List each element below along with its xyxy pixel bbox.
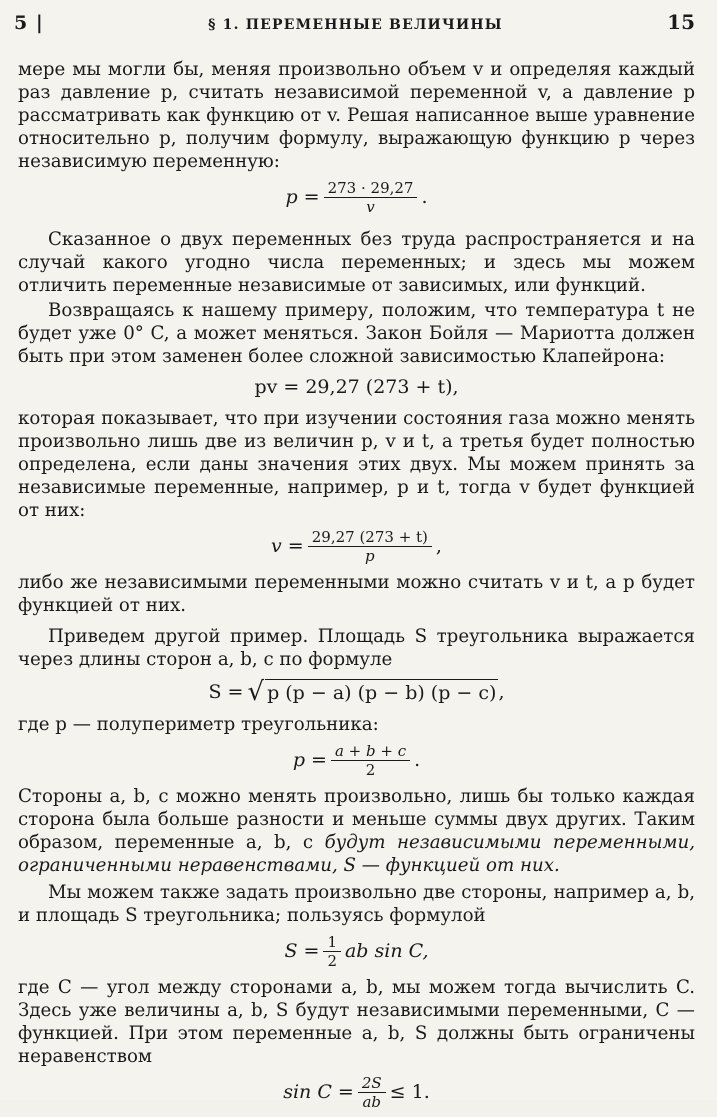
fraction: $\frac{1}{2}$ — [323, 933, 341, 970]
paragraph: Приведем другой пример. Площадь S треугольника выражается через длины сторон a, b, c по формуле — [18, 626, 695, 670]
formula-semiperimeter: p = $\frac{a + b + c}{2}$ . — [292, 742, 421, 779]
paragraph: где C — угол между сторонами a, b, мы можем тогда вычислить C. Здесь уже величины a, b, S будут независимыми переменными, C — функцией. При этом переменные a, b, S должны быть ограничены неравенством — [18, 977, 695, 1067]
square-root: √ p (p − a) (p − b) (p − c) — [247, 677, 497, 707]
page-number: 15 — [667, 10, 695, 34]
fraction: $\frac{273 \cdot 29,27}{v}$ — [324, 179, 418, 216]
paragraph: Возвращаясь к нашему примеру, положим, что температура t не будет уже 0° C, а может меняться. Закон Бойля — Мариотта должен быть при этом заменен более сложной зависимостью Клапейрона: — [18, 300, 695, 367]
fraction: $\frac{a + b + c}{2}$ — [331, 742, 410, 779]
paragraph: Сказанное о двух переменных без труда распространяется и на случай какого угодно числа переменных; и здесь мы можем отличить переменные независимые от зависимых, или функций. — [18, 229, 695, 296]
paragraph: либо же независимыми переменными можно считать v и t, а p будет функцией от них. — [18, 572, 695, 616]
formula-volume: v = $\frac{29,27 (273 + t)}{p}$ , — [271, 528, 442, 565]
section-title: § 1. ПЕРЕМЕННЫЕ ВЕЛИЧИНЫ — [208, 17, 503, 33]
paragraph: где p — полупериметр треугольника: — [18, 714, 379, 735]
paragraph: Стороны a, b, c можно менять произвольно, лишь бы только каждая сторона была больше разности и меньше суммы двух других. Таким образом, переменные a, b, c будут независимыми переменными, ограниченными неравенствами, S — функцией от них. — [18, 786, 696, 876]
page-body — [18, 58, 695, 1117]
fraction: $\frac{29,27 (273 + t)}{p}$ — [308, 528, 432, 565]
paragraph: Мы можем также задать произвольно две стороны, например a, b, и площадь S треугольника; пользуясь формулой — [18, 882, 695, 926]
section-number: 5 | — [14, 12, 44, 34]
radical-sign: √ — [247, 677, 265, 707]
paragraph: которая показывает, что при изучении состояния газа можно менять произвольно лишь две из величин p, v и t, а третья будет полностью определена, если даны значения этих двух. Мы можем принять за независимые переменные, например, p и t, тогда v будет функцией от них: — [18, 408, 695, 521]
fraction: $\frac{2S}{ab}$ — [358, 1074, 386, 1111]
formula-sine-inequality: sin C = $\frac{2S}{ab}$ ≤ 1. — [283, 1074, 430, 1111]
running-head — [14, 10, 695, 36]
paragraph: мере мы могли бы, меняя произвольно объем v и определяя каждый раз давление p, считать независимой переменной v, а давление p рассматривать как функцию от v. Решая написанное выше уравнение относительно p, получим формулу, выражающую функцию p через независимую переменную: — [18, 59, 695, 172]
formula-clapeyron: pv = 29,27 (273 + t), — [254, 376, 459, 398]
formula-pressure: p = $\frac{273 \cdot 29,27}{v}$ . — [285, 179, 428, 216]
formula-heron: S = √ p (p − a) (p − b) (p − c) , — [208, 677, 505, 707]
formula-area-sine: S = $\frac{1}{2}$ ab sin C, — [284, 933, 429, 970]
